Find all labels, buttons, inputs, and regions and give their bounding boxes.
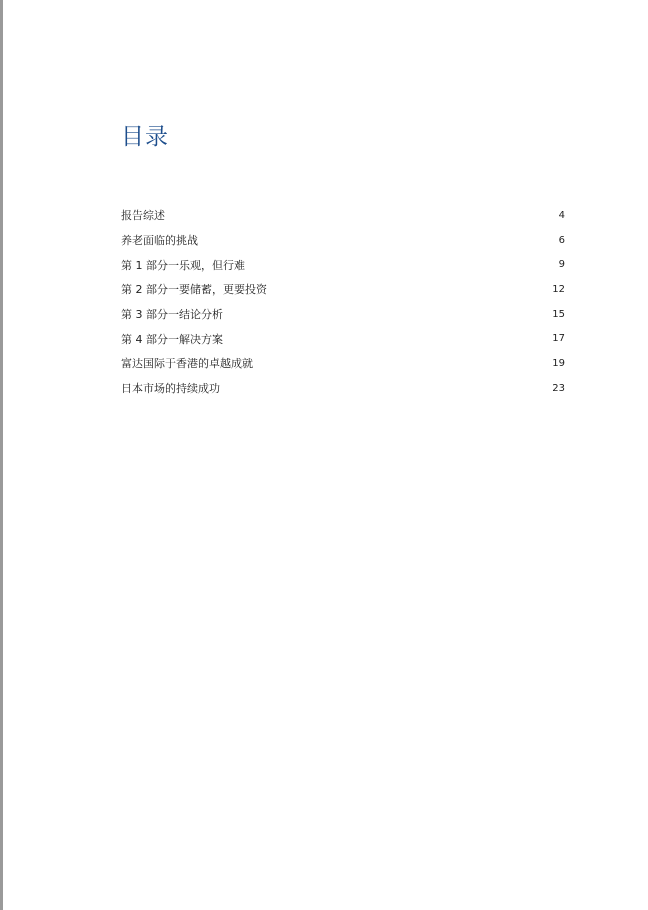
toc-entry-page: 23	[552, 382, 565, 394]
toc-entry-page: 12	[552, 283, 565, 295]
toc-entry[interactable]	[121, 351, 565, 376]
toc-entry-page: 17	[552, 333, 565, 345]
toc-entry-page: 9	[558, 259, 565, 271]
toc-entry[interactable]	[121, 326, 565, 351]
toc-entry-page: 4	[558, 209, 565, 221]
toc-entry[interactable]	[121, 277, 565, 302]
toc-entry-page: 19	[552, 357, 565, 369]
toc-entry-label: 日本市场的持续成功	[121, 382, 220, 396]
toc-entry[interactable]	[121, 203, 565, 228]
toc-entry-page: 6	[558, 234, 565, 246]
toc-list	[121, 203, 565, 401]
toc-title: 目录	[121, 124, 169, 150]
toc-entry-label: 第 4 部分一解决方案	[121, 332, 223, 346]
toc-entry[interactable]	[121, 302, 565, 327]
left-margin-rule	[0, 0, 3, 910]
toc-entry-page: 15	[552, 308, 565, 320]
toc-entry[interactable]	[121, 228, 565, 253]
toc-entry-label: 报告综述	[121, 209, 165, 223]
toc-entry-label: 第 3 部分一结论分析	[121, 308, 223, 322]
toc-entry[interactable]	[121, 252, 565, 277]
toc-entry[interactable]	[121, 376, 565, 401]
toc-entry-label: 第 2 部分一要储蓄，更要投资	[121, 283, 267, 297]
toc-entry-label: 养老面临的挑战	[121, 234, 198, 248]
toc-entry-label: 第 1 部分一乐观，但行难	[121, 258, 245, 272]
toc-entry-label: 富达国际于香港的卓越成就	[121, 357, 253, 371]
